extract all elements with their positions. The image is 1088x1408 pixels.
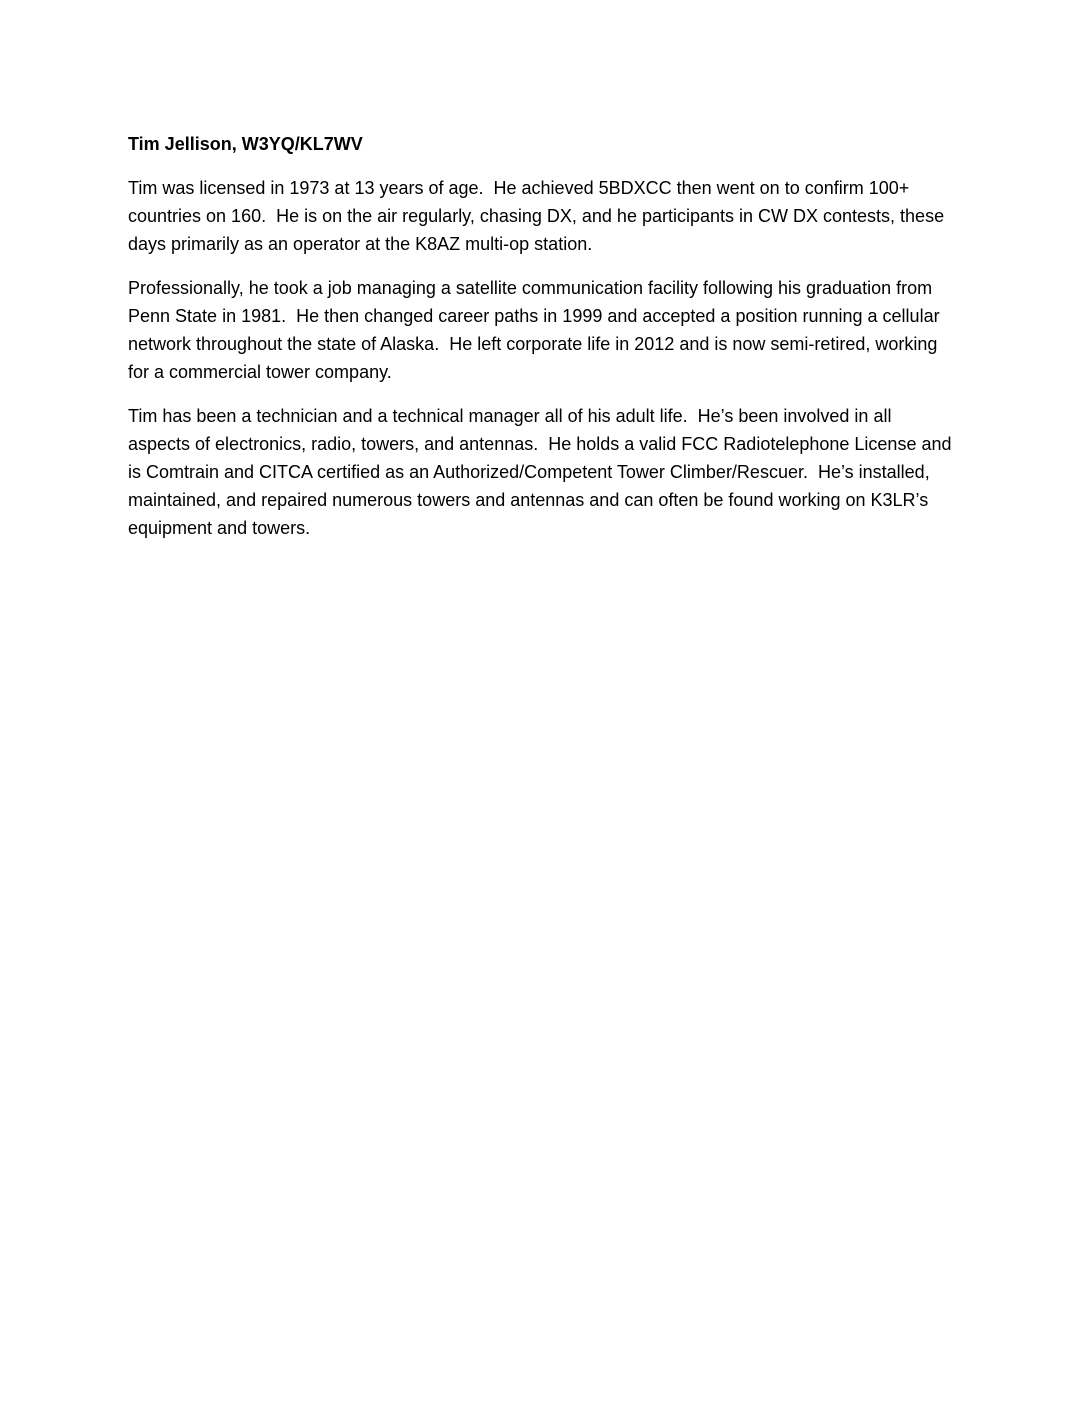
document-content: [128, 130, 957, 558]
document-title: Tim Jellison, W3YQ/KL7WV: [128, 134, 363, 154]
paragraph-technical-background: Tim has been a technician and a technical manager all of his adult life. He’s been involved in all aspects of electronics, radio, towers, and antennas. He holds a valid FCC Radiotelephone License and is Comtrain and CITCA certified as an Authorized/Competent Tower Climber/Rescuer. He’s installed, maintained, and repaired numerous towers and antennas and can often be found working on K3LR’s equipment and towers.: [128, 406, 957, 538]
paragraph-career: Professionally, he took a job managing a satellite communication facility following his graduation from Penn State in 1981. He then changed career paths in 1999 and accepted a position running a cellular network throughout the state of Alaska. He left corporate life in 2012 and is now semi-retired, working for a commercial tower company.: [128, 278, 945, 382]
paragraph-bio-intro: Tim was licensed in 1973 at 13 years of age. He achieved 5BDXCC then went on to confirm 100+ countries on 160. He is on the air regularly, chasing DX, and he participants in CW DX contests, these days primarily as an operator at the K8AZ multi-op station.: [128, 178, 950, 254]
